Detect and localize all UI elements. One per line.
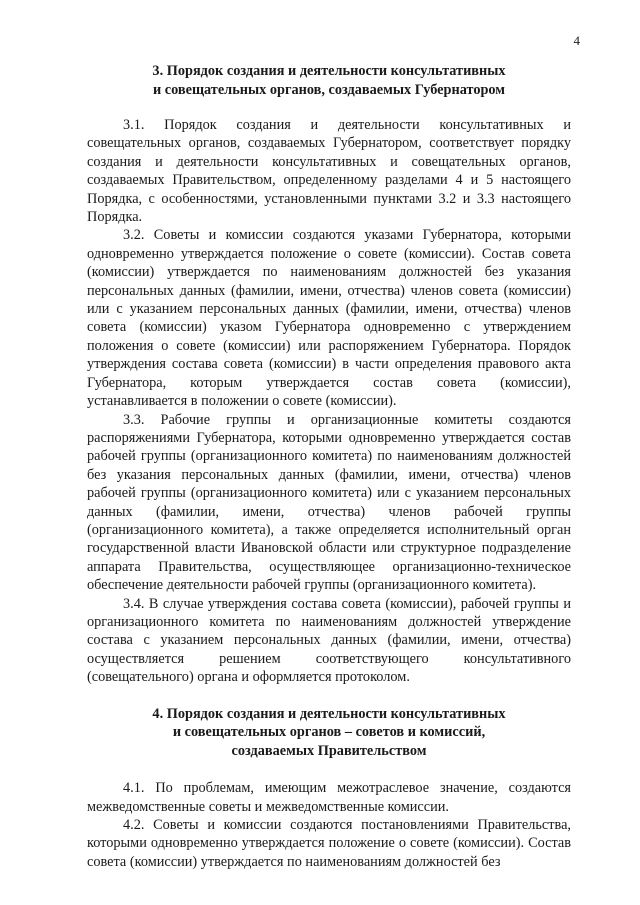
paragraph-4-2: 4.2. Советы и комиссии создаются постановлениями Правительства, которыми одновременно утверждается положение о совете (комиссии). Состав совета (комиссии) утверждается по наименованиям должностей без	[87, 816, 571, 870]
section-3-title	[87, 62, 571, 99]
section-3	[87, 62, 571, 687]
paragraph-4-1: 4.1. По проблемам, имеющим межотраслевое значение, создаются межведомственные советы и межведомственные комиссии.	[87, 780, 571, 815]
document-body	[87, 62, 571, 871]
paragraph-3-4: 3.4. В случае утверждения состава совета (комиссии), рабочей группы и организационного комитета по наименованиям должностей утверждение состава с указанием персональных данных (фамилии, имени, отчества) осуществляется решением соответствующего консультативного (совещательного) органа и оформляется протоколом.	[87, 595, 571, 686]
section-4-title-line-3: создаваемых Правительством	[231, 742, 427, 759]
section-4-title-line-2: и совещательных органов – советов и комиссий,	[172, 724, 486, 741]
section-4-title-line-1: 4. Порядок создания и деятельности консультативных	[152, 705, 506, 722]
section-3-title-line-1: 3. Порядок создания и деятельности консультативных	[152, 63, 506, 79]
paragraph-3-3: 3.3. Рабочие группы и организационные комитеты создаются распоряжениями Губернатора, которыми одновременно утверждается состав рабочей группы (организационного комитета) по наименованиям должностей без указания персональных данных (фамилии, имени, отчества) членов рабочей группы (организационного комитета) или с указанием персональных данных (фамилии, имени, отчества) членов рабочей группы (организационного комитета), а также определяется исполнительный орган государственной власти Ивановской области или структурное подразделение аппарата Правительства, осуществляющее организационно-техническое обеспечение деятельности рабочей группы (организационного комитета).	[87, 411, 571, 594]
section-4	[87, 705, 571, 872]
section-4-title	[87, 705, 571, 761]
page-number: 4	[573, 33, 580, 48]
paragraph-3-1: 3.1. Порядок создания и деятельности консультативных и совещательных органов, создаваемых Губернатором, соответствует порядку создания и деятельности консультативных и совещательных органов, создаваемых Правительством, определенному разделами 4 и 5 настоящего Порядка, с особенностями, установленными пунктами 3.2 и 3.3 настоящего Порядка.	[87, 117, 571, 226]
paragraph-3-2: 3.2. Советы и комиссии создаются указами Губернатора, которыми одновременно утверждается положение о совете (комиссии). Состав совета (комиссии) утверждается по наименованиям должностей без указания персональных данных (фамилии, имени, отчества) членов совета (комиссии) или с указанием персональных данных (фамилии, имени, отчества) членов совета (комиссии) указом Губернатора одновременно с утверждением положения о совете (комиссии) или распоряжением Губернатора. Порядок утверждения состава совета (комиссии) в части определения правового акта Губернатора, которым утверждается состав совета (комиссии), устанавливается в положении о совете (комиссии).	[87, 227, 571, 410]
section-3-title-line-2: и совещательных органов, создаваемых Губернатором	[152, 81, 506, 98]
